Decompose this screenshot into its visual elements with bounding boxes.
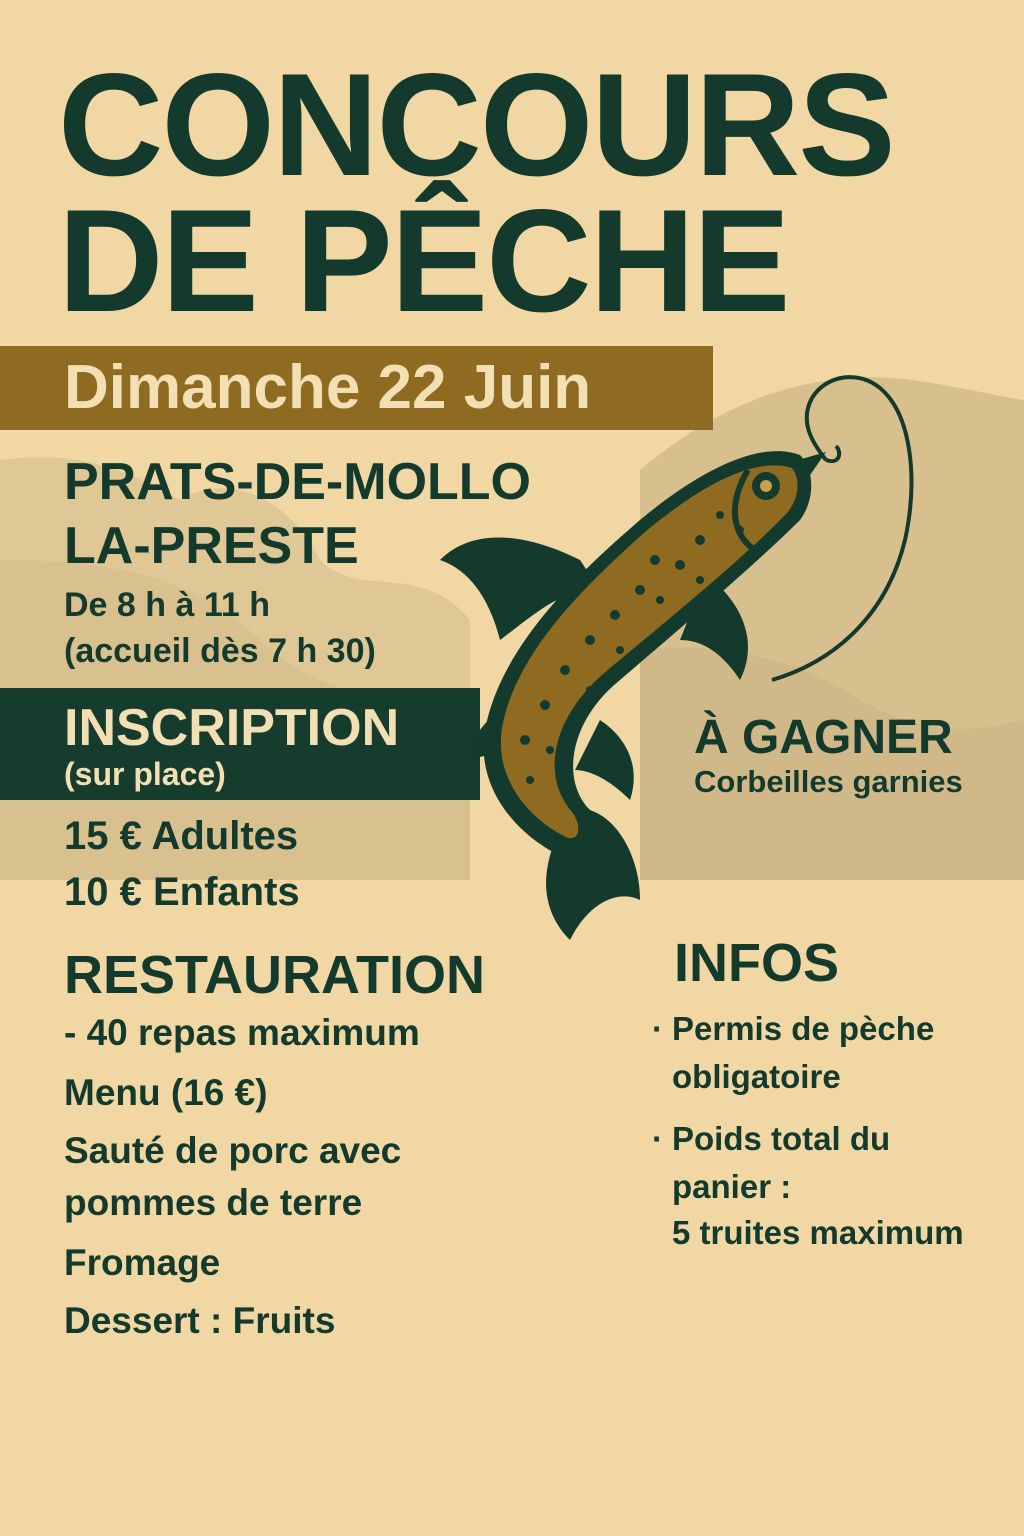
info-text: Poids total du [672,1120,891,1157]
event-date: Dimanche 22 Juin [64,353,592,422]
info-item-2 [652,1120,890,1158]
trout-with-fishing-line-icon [420,355,940,955]
bullet-icon: · [652,1010,663,1047]
info-text: obligatoire [672,1058,841,1095]
inscription-title: INSCRIPTION [64,699,400,757]
restauration-line: - 40 repas maximum [64,1012,420,1053]
price-children: 10 € Enfants [64,870,300,914]
location-line-2: LA-PRESTE [64,517,359,575]
infos-title: INFOS [674,933,840,993]
restauration-line: Fromage [64,1242,221,1283]
inscription-subtitle: (sur place) [64,756,226,792]
bullet-icon: · [652,1120,663,1157]
restauration-line: Menu (16 €) [64,1072,268,1113]
price-adults: 15 € Adultes [64,814,299,858]
restauration-line: Sauté de porc avec [64,1130,402,1171]
restauration-title: RESTAURATION [64,945,485,1005]
anal-fin [575,720,634,800]
prize-title: À GAGNER [694,711,953,764]
title-line-2: DE PÊCHE [58,179,789,342]
restauration-line: pommes de terre [64,1182,363,1223]
info-item-2-cont [652,1214,964,1252]
hours-line-1: De 8 h à 11 h [64,586,270,624]
info-item-1 [652,1010,934,1048]
fishing-line [772,377,911,680]
info-text: panier : [672,1168,792,1205]
prize-subtitle: Corbeilles garnies [694,764,963,799]
info-text: Permis de pèche [672,1010,935,1047]
fishing-hook [826,446,839,461]
location-line-1: PRATS-DE-MOLLO [64,453,531,511]
hours-line-2: (accueil dès 7 h 30) [64,632,376,670]
restauration-line: Dessert : Fruits [64,1300,336,1341]
info-item-2-cont [652,1168,791,1206]
info-text: 5 truites maximum [672,1214,964,1251]
info-item-1-cont [652,1058,841,1096]
title-line-1: CONCOURS [58,43,894,206]
